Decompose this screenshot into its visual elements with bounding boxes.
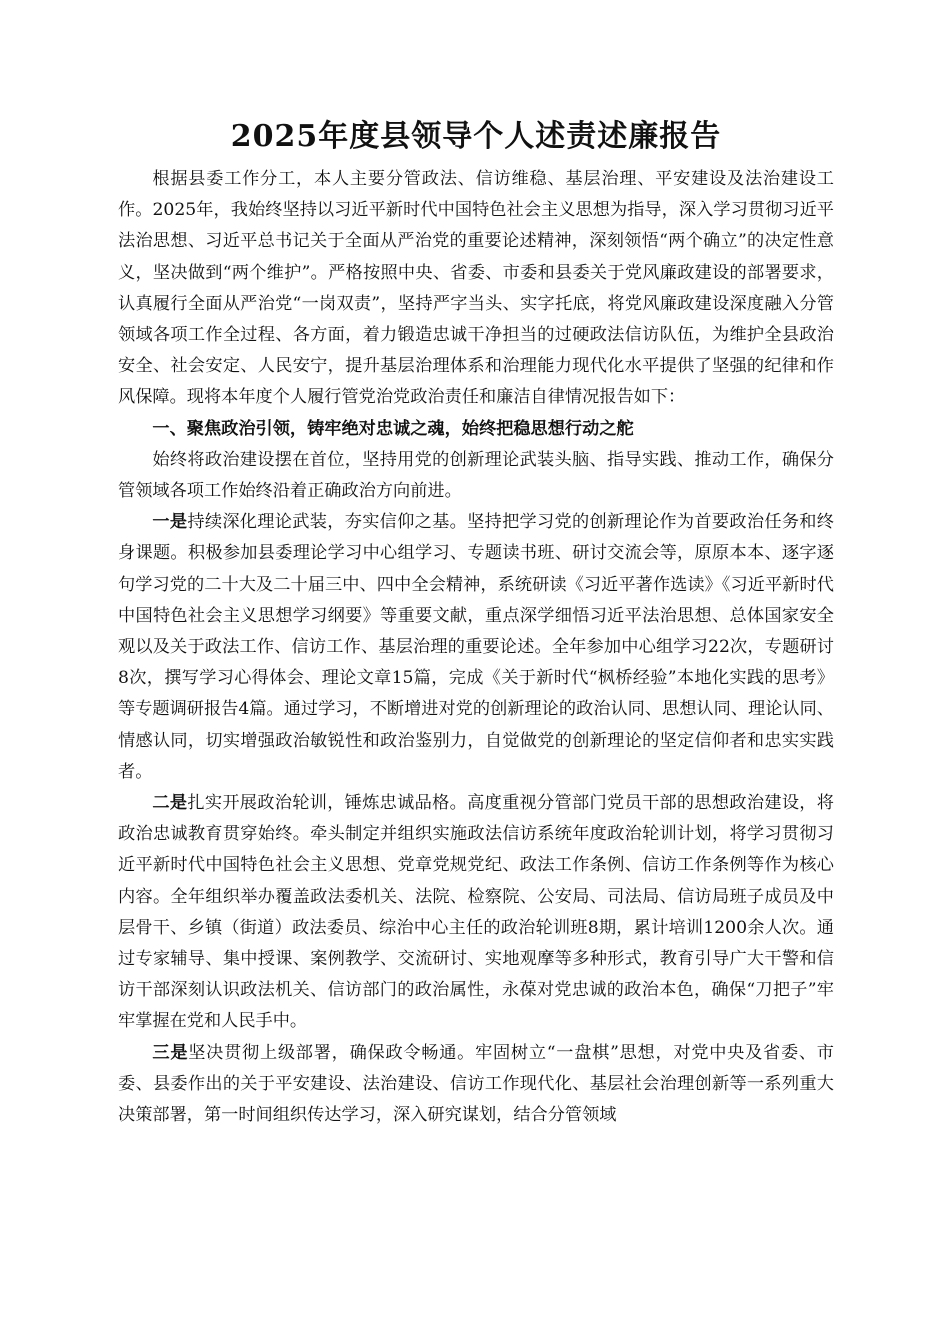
point-3-lead: 三是 [152,1042,189,1063]
section-1-intro: 始终将政治建设摆在首位，坚持用党的创新理论武装头脑、指导实践、推动工作，确保分管领域各项工作始终沿着正确政治方向前进。 [118,449,834,502]
point-1-lead: 一是 [152,512,188,533]
document-title: 2025年度县领导个人述责述廉报告 [230,119,722,154]
intro-paragraph: 根据县委工作分工，本人主要分管政法、信访维稳、基层治理、平安建设及法治建设工作。2025年，我始终坚持以习近平新时代中国特色社会主义思想为指导，深入学习贯彻习近平法治思想、习近平总书记关于全面从严治党的重要论述精神，深刻领悟“两个确立”的决定性意义，坚决做到“两个维护”。严格按照中央、省委、市委和县委关于党风廉政建设的部署要求，认真履行全面从严治党“一岗双责”，坚持严字当头、实字托底，将党风廉政建设深度融入分管领域各项工作全过程、各方面，着力锻造忠诚干净担当的过硬政法信访队伍，为维护全县政治安全、社会安定、人民安宁，提升基层治理体系和治理能力现代化水平提供了坚强的纪律和作风保障。现将本年度个人履行管党治党政治责任和廉洁自律情况报告如下： [118,169,834,408]
point-1-paragraph [118,507,834,788]
point-3-paragraph [118,1038,834,1132]
point-2-paragraph [118,788,834,1038]
point-2-text: 扎实开展政治轮训，锤炼忠诚品格。高度重视分管部门党员干部的思想政治建设，将政治忠诚教育贯穿始终。牵头制定并组织实施政法信访系统年度政治轮训计划，将学习贯彻习近平新时代中国特色社会主义思想、党章党规党纪、政法工作条例、信访工作条例等作为核心内容。全年组织举办覆盖政法委机关、法院、检察院、公安局、司法局、信访局班子成员及中层骨干、乡镇（街道）政法委员、综治中心主任的政治轮训班8期，累计培训1200余人次。通过专家辅导、集中授课、案例教学、交流研讨、实地观摩等多种形式，教育引导广大干警和信访干部深刻认识政法机关、信访部门的政治属性，永葆对党忠诚的政治本色，确保“刀把子”牢牢掌握在党和人民手中。 [118,793,834,1032]
point-1-text: 持续深化理论武装，夯实信仰之基。坚持把学习党的创新理论作为首要政治任务和终身课题。积极参加县委理论学习中心组学习、专题读书班、研讨交流会等，原原本本、逐字逐句学习党的二十大及二十届三中、四中全会精神，系统研读《习近平著作选读》《习近平新时代中国特色社会主义思想学习纲要》等重要文献，重点深学细悟习近平法治思想、总体国家安全观以及关于政法工作、信访工作、基层治理的重要论述。全年参加中心组学习22次，专题研讨8次，撰写学习心得体会、理论文章15篇，完成《关于新时代“枫桥经验”本地化实践的思考》等专题调研报告4篇。通过学习，不断增进对党的创新理论的政治认同、思想认同、理论认同、情感认同，切实增强政治敏锐性和政治鉴别力，自觉做党的创新理论的坚定信仰者和忠实实践者。 [118,512,834,782]
point-3-text: 坚决贯彻上级部署，确保政令畅通。牢固树立“一盘棋”思想，对党中央及省委、市委、县委作出的关于平安建设、法治建设、信访工作现代化、基层社会治理创新等一系列重大决策部署，第一时间组织传达学习，深入研究谋划，结合分管领域 [118,1042,834,1126]
section-1-heading: 一、聚焦政治引领，铸牢绝对忠诚之魂，始终把稳思想行动之舵 [152,418,634,439]
document-page [118,112,834,1131]
point-2-lead: 二是 [152,793,188,814]
